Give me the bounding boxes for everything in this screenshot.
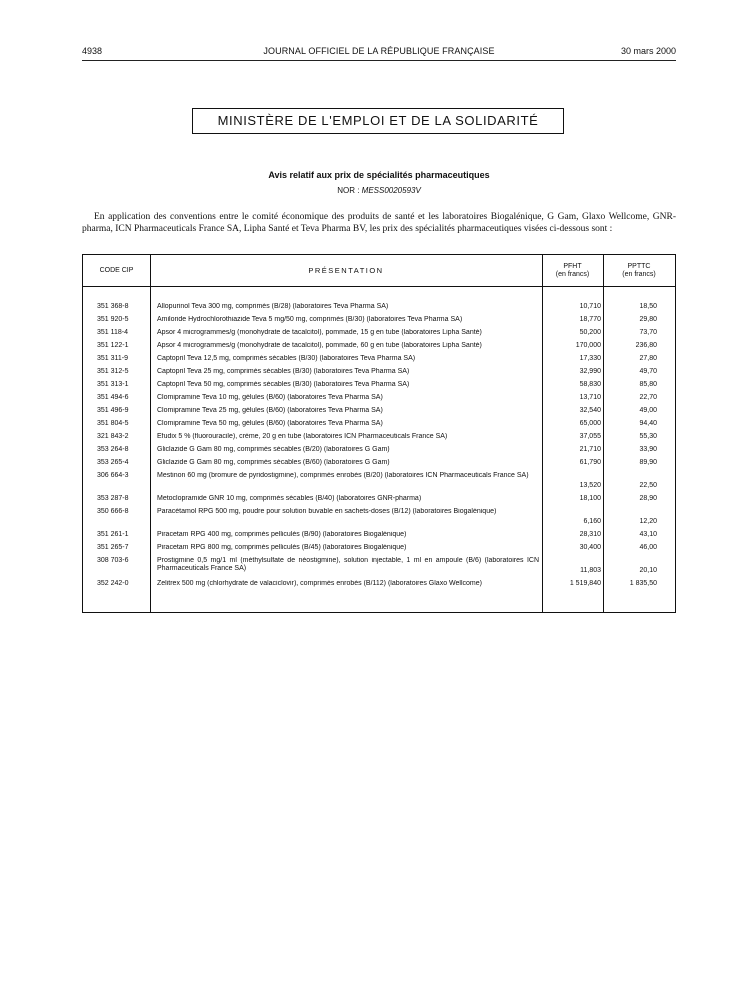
cip-code: 353 265-4	[97, 459, 129, 466]
table-row	[83, 528, 675, 541]
pfht-value: 11,803	[580, 567, 601, 574]
header-ppttc	[603, 255, 675, 286]
cip-code: 351 122-1	[97, 342, 129, 349]
ppttc-value: 49,70	[639, 368, 657, 375]
table-row	[83, 554, 675, 577]
header-presentation	[150, 255, 542, 286]
cip-code: 351 312-5	[97, 368, 129, 375]
header-pfht	[542, 255, 603, 286]
presentation-text: Allopurinol Teva 300 mg, comprimés (B/28) (laboratoires Teva Pharma SA)	[157, 303, 389, 310]
pfht-value: 6,160	[583, 518, 601, 525]
nor-line	[82, 186, 676, 195]
presentation-text: Paracétamol RPG 500 mg, poudre pour solution buvable en sachets-doses (B/12) (laboratoires Biogalénique)	[157, 508, 497, 515]
cip-code: 351 496-9	[97, 407, 129, 414]
pfht-value: 58,830	[579, 381, 601, 388]
pfht-value: 32,540	[579, 407, 601, 414]
cip-code: 353 264-8	[97, 446, 129, 453]
table-row	[83, 391, 675, 404]
ppttc-value: 85,80	[639, 381, 657, 388]
presentation-text: Metoclopramide GNR 10 mg, comprimés sécables (B/40) (laboratoires GNR-pharma)	[157, 495, 422, 502]
header-ppttc-label: PPTTC	[627, 262, 651, 270]
header-divider	[82, 60, 676, 61]
ppttc-value: 49,00	[639, 407, 657, 414]
table-body	[83, 300, 675, 590]
table-row	[83, 417, 675, 430]
presentation-text: Piracetam RPG 800 mg, comprimés pelliculés (B/45) (laboratoires Biogalénique)	[157, 544, 407, 551]
pfht-value: 18,100	[579, 495, 601, 502]
presentation-text: Captopril Teva 25 mg, comprimés sécables (B/30) (laboratoires Teva Pharma SA)	[157, 368, 410, 375]
presentation-text: Clomipramine Teva 25 mg, gélules (B/60) (laboratoires Teva Pharma SA)	[157, 407, 383, 414]
pfht-value: 50,200	[579, 329, 601, 336]
publication-date: 30 mars 2000	[620, 46, 676, 56]
price-table	[82, 254, 676, 613]
journal-title: JOURNAL OFFICIEL DE LA RÉPUBLIQUE FRANÇAISE	[263, 46, 495, 56]
ppttc-value: 28,90	[639, 495, 657, 502]
cip-code: 351 920-5	[97, 316, 129, 323]
avis-title: Avis relatif aux prix de spécialités pharmaceutiques	[268, 170, 490, 180]
presentation-text: Mestinon 60 mg (bromure de pyridostigmine), comprimés enrobés (B/20) (laboratoires ICN Pharmaceuticals France SA)	[157, 472, 529, 479]
nor-label: NOR :	[337, 186, 360, 195]
presentation-text: Efudix 5 % (fluorouracile), crème, 20 g en tube (laboratoires ICN Pharmaceuticals France SA)	[157, 433, 448, 440]
pfht-value: 17,330	[579, 355, 601, 362]
table-row	[83, 378, 675, 391]
ppttc-value: 73,70	[639, 329, 657, 336]
ppttc-value: 29,80	[639, 316, 657, 323]
header-code-cip-label: CODE CIP	[99, 266, 134, 274]
pfht-value: 65,000	[579, 420, 601, 427]
pfht-value: 30,400	[579, 544, 601, 551]
ppttc-value: 94,40	[639, 420, 657, 427]
pfht-value: 170,000	[575, 342, 601, 349]
table-row	[83, 352, 675, 365]
cip-code: 351 368-8	[97, 303, 129, 310]
ppttc-value: 12,20	[639, 518, 657, 525]
ppttc-value: 43,10	[639, 531, 657, 538]
presentation-text: Zelitrex 500 mg (chlorhydrate de valaciclovir), comprimés enrobés (B/112) (laboratoires Glaxo Wellcome)	[157, 580, 482, 587]
table-row	[83, 365, 675, 378]
header-ppttc-unit: (en francs)	[622, 270, 656, 278]
header-pfht-label: PFHT	[563, 262, 582, 270]
ppttc-value: 236,80	[635, 342, 657, 349]
ppttc-value: 27,80	[639, 355, 657, 362]
pfht-value: 37,055	[579, 433, 601, 440]
pfht-value: 28,310	[579, 531, 601, 538]
header-presentation-label: PRÉSENTATION	[308, 265, 384, 275]
presentation-text: Captopril Teva 12,5 mg, comprimés sécables (B/30) (laboratoires Teva Pharma SA)	[157, 355, 416, 362]
nor-code: MESS0020593V	[361, 186, 421, 195]
presentation-text: Clomipramine Teva 10 mg, gélules (B/60) (laboratoires Teva Pharma SA)	[157, 394, 383, 401]
table-row	[83, 430, 675, 443]
presentation-text: Apsor 4 microgrammes/g (monohydrate de tacalcitol), pommade, 15 g en tube (laboratoires Lipha Santé)	[157, 329, 482, 336]
cip-code: 351 265-7	[97, 544, 129, 551]
ministry-title: MINISTÈRE DE L'EMPLOI ET DE LA SOLIDARITÉ	[217, 113, 539, 128]
table-row	[83, 443, 675, 456]
cip-code: 351 313-1	[97, 381, 129, 388]
ppttc-value: 1 835,50	[629, 580, 657, 587]
table-row	[83, 313, 675, 326]
table-row	[83, 404, 675, 417]
table-row	[83, 492, 675, 505]
presentation-text: Captopril Teva 50 mg, comprimés sécables (B/30) (laboratoires Teva Pharma SA)	[157, 381, 410, 388]
presentation-text: Gliclazide G Gam 80 mg, comprimés sécables (B/20) (laboratoires G Gam)	[157, 446, 390, 453]
cip-code: 352 242-0	[97, 580, 129, 587]
table-row	[83, 469, 675, 492]
pfht-value: 18,770	[579, 316, 601, 323]
header-row-divider	[83, 286, 675, 287]
pfht-value: 13,710	[579, 394, 601, 401]
cip-code: 350 666-8	[97, 508, 129, 515]
table-row	[83, 505, 675, 528]
cip-code: 351 494-6	[97, 394, 129, 401]
ppttc-value: 22,50	[639, 482, 657, 489]
pfht-value: 13,520	[579, 482, 601, 489]
presentation-text: Apsor 4 microgrammes/g (monohydrate de tacalcitol), pommade, 60 g en tube (laboratoires Lipha Santé)	[157, 342, 482, 349]
intro-paragraph: En application des conventions entre le comité économique des produits de santé et les laboratoires Biogalénique, G Gam, Glaxo Wellcome, GNR-pharma, ICN Pharmaceuticals France SA, Lipha Santé et Teva Pharma BV, les prix des spécialités pharmaceutiques visées ci-dessous sont :	[82, 212, 676, 234]
ppttc-value: 22,70	[639, 394, 657, 401]
header-code-cip	[83, 255, 150, 286]
pfht-value: 21,710	[579, 446, 601, 453]
cip-code: 351 804-5	[97, 420, 129, 427]
table-row	[83, 577, 675, 590]
presentation-text: Piracetam RPG 400 mg, comprimés pelliculés (B/90) (laboratoires Biogalénique)	[157, 531, 407, 538]
table-row	[83, 339, 675, 352]
cip-code: 351 118-4	[97, 329, 129, 336]
page-header	[82, 46, 676, 60]
ppttc-value: 33,90	[639, 446, 657, 453]
table-row	[83, 300, 675, 313]
table-row	[83, 541, 675, 554]
pfht-value: 1 519,840	[569, 580, 601, 587]
ppttc-value: 20,10	[639, 567, 657, 574]
ppttc-value: 46,00	[639, 544, 657, 551]
pfht-value: 10,710	[579, 303, 601, 310]
pfht-value: 61,790	[579, 459, 601, 466]
cip-code: 308 703-6	[97, 557, 129, 564]
header-pfht-unit: (en francs)	[555, 270, 590, 278]
presentation-text: Clomipramine Teva 50 mg, gélules (B/60) (laboratoires Teva Pharma SA)	[157, 420, 383, 427]
table-row	[83, 456, 675, 469]
presentation-text: Amiloride Hydrochlorothiazide Teva 5 mg/50 mg, comprimés (B/30) (laboratoires Teva Pharma SA)	[157, 316, 463, 323]
table-row	[83, 326, 675, 339]
presentation-text: Gliclazide G Gam 80 mg, comprimés sécables (B/60) (laboratoires G Gam)	[157, 459, 390, 466]
ppttc-value: 55,30	[639, 433, 657, 440]
pfht-value: 32,990	[579, 368, 601, 375]
cip-code: 351 311-9	[97, 355, 129, 362]
cip-code: 351 261-1	[97, 531, 129, 538]
page-number: 4938	[82, 46, 103, 56]
ministry-box	[192, 108, 564, 134]
cip-code: 321 843-2	[97, 433, 129, 440]
presentation-text: Prostigmine 0,5 mg/1 ml (méthylsulfate de néostigmine), solution injectable, 1 ml en ampoule (B/6) (laboratoires ICN Pharmaceuticals France SA)	[157, 557, 539, 572]
ppttc-value: 18,50	[639, 303, 657, 310]
ppttc-value: 89,90	[639, 459, 657, 466]
cip-code: 353 287-8	[97, 495, 129, 502]
cip-code: 306 664-3	[97, 472, 129, 479]
